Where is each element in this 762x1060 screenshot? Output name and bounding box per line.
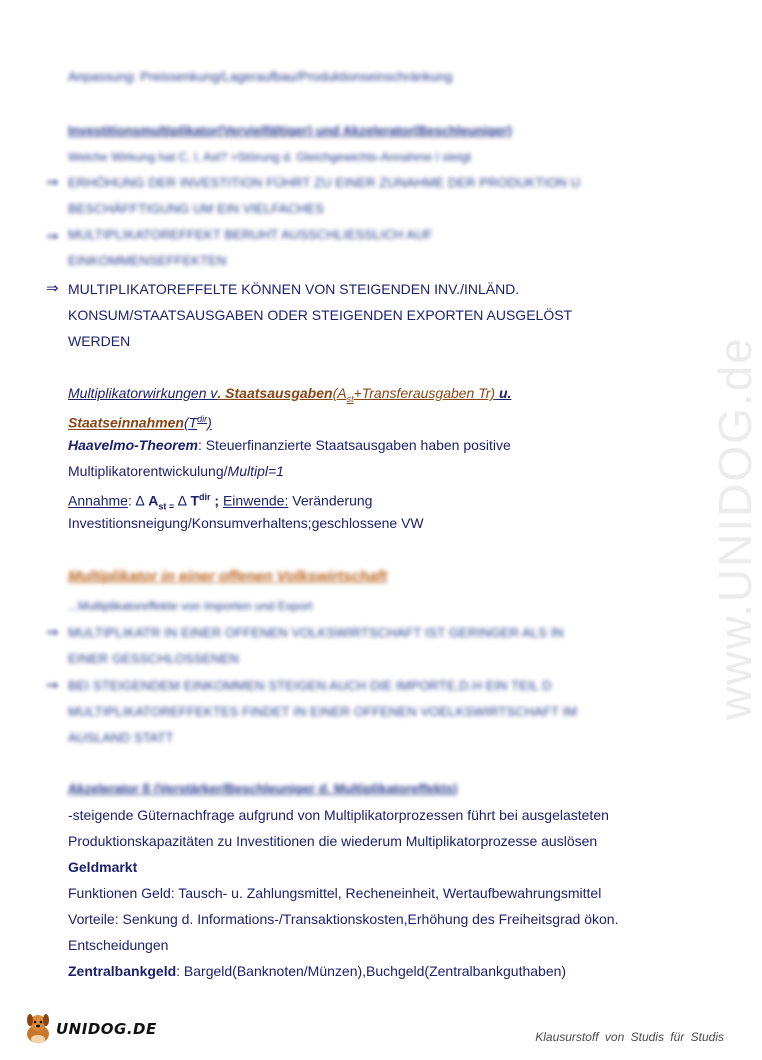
annahme-colon: :	[127, 492, 136, 509]
bullet-1-line-1: ERHÖHUNG DER INVESTITION FÜHRT ZU EINER ZUNAHME DER PRODUKTION U	[68, 175, 581, 190]
title-part: )	[207, 414, 212, 431]
bullet-2-line-2: EINKOMMENSEFFEKTEN	[68, 253, 227, 268]
multiplier-last-line: Investitionsneigung/Konsumverhaltens;geschlossene VW	[68, 515, 424, 531]
title-part: u.	[495, 385, 512, 401]
geldmarkt-line-2: Vorteile: Senkung d. Informations-/Transaktionskosten,Erhöhung des Freiheitsgrad ökon.	[68, 911, 619, 927]
top-line: Anpassung: Preissenkung/Lageraufbau/Produktionseinschränkung	[68, 69, 453, 84]
bullet-5-line-3: WERDEN	[68, 333, 131, 349]
t-dir: T	[190, 492, 199, 509]
bullet-5-line-1: MULTIPLIKATOREFFELTE KÖNNEN VON STEIGENDEN INV./INLÄND.	[68, 281, 520, 297]
geldmarkt-line-3: Entscheidungen	[68, 937, 169, 953]
bullet-4-line-2: MULTIPLIKATOREFFEKTES FINDET IN EINER OFFENEN VOELKSWIRTSCHAFT IM	[68, 704, 578, 719]
bullet-4-line-1: BEI STEIGENDEM EINKOMMEN STEIGEN AUCH DIE IMPORTE,D.H EIN TEIL D	[68, 678, 552, 693]
annahme-label: Annahme	[68, 492, 128, 509]
zentralbankgeld-line	[68, 962, 566, 980]
watermark: www.UNIDOG.de	[709, 336, 761, 720]
bullet-3-line-1: MULTIPLIKATR IN EINER OFFENEN VOLKSWIRTSCHAFT IST GERINGER ALS IN	[68, 625, 564, 640]
dog-icon	[22, 1012, 54, 1046]
arrow-icon: ⇒	[46, 677, 59, 694]
einwende-text: Veränderung	[288, 492, 373, 509]
accelerator-line-2: Produktionskapazitäten zu Investitionen die wiederum Multiplikatorprozesse auslösen	[68, 833, 598, 849]
title-part: +Transferausgaben Tr)	[353, 385, 496, 401]
arrow-icon: ⇒	[46, 174, 59, 191]
haavelmo-text: : Steuerfinanzierte Staatsausgaben haben positive	[197, 437, 511, 453]
bullet-3-line-2: EINER GESSCHLOSSENEN	[68, 651, 240, 666]
haavelmo-formula: Multipl=1	[227, 463, 284, 479]
heading-accelerator: Akzelerator ß (Verstärker/Beschleuniger d. Multiplikatoreffekts)	[68, 781, 458, 796]
geldmarkt-line-1: Funktionen Geld: Tausch- u. Zahlungsmittel, Recheneinheit, Wertaufbewahrungsmittel	[68, 885, 602, 901]
semicolon: ;	[210, 492, 223, 509]
arrow-icon: ⇒	[46, 280, 59, 297]
t-dir-superscript: dir	[199, 492, 211, 502]
einwende-label: Einwende:	[222, 492, 289, 509]
zentralbankgeld-text: : Bargeld(Banknoten/Münzen),Buchgeld(Zentralbankguthaben)	[176, 963, 567, 979]
annahme-line	[68, 488, 372, 515]
multiplier-effects-title	[68, 384, 511, 408]
title-superscript: dir	[197, 414, 208, 424]
multiplier-effects-title-2	[68, 410, 212, 432]
unidog-logo[interactable]	[22, 1012, 157, 1046]
haavelmo-line-2	[68, 462, 284, 480]
bullet-1-line-2: BESCHÄFFTIGUNG UM EIN VIELFACHES	[68, 201, 325, 216]
heading-investment-multiplier: Investitionsmultiplikator(Vervielfältiger) und Akzelerator(Beschleuniger)	[68, 123, 512, 138]
title-part: (T	[183, 414, 198, 431]
title-part: . Staatsausgaben	[217, 385, 333, 401]
arrow-icon: ⇒	[46, 624, 59, 641]
zentralbankgeld-label: Zentralbankgeld	[68, 963, 177, 979]
heading-open-economy: Multiplikator in einer offenen Volkswirtschaft	[68, 568, 388, 585]
logo-text: UNIDOG.DE	[56, 1020, 157, 1038]
arrow-icon: ⇒	[46, 228, 59, 245]
haavelmo-line	[68, 436, 511, 454]
heading-open-economy-sub: ...Multiplikatoreffekte von Importen und Export	[68, 599, 313, 613]
bullet-2-line-1: MULTIPLIKATOREFFEKT BERUHT AUSSCHLIESSLICH AUF	[68, 227, 433, 242]
a-st-subscript: st =	[158, 501, 175, 512]
haavelmo-label: Haavelmo-Theorem	[68, 437, 198, 453]
title-part: Multiplikatorwirkungen v	[68, 385, 218, 401]
bullet-5-line-2: KONSUM/STAATSAUSGABEN ODER STEIGENDEN EXPORTEN AUSGELÖST	[68, 307, 573, 323]
accelerator-line-1: -steigende Güternachfrage aufgrund von Multiplikatorprozessen führt bei ausgelasteten	[68, 807, 609, 823]
title-subscript: st	[346, 393, 354, 404]
haavelmo-text-2: Multiplikatorentwickulung/	[68, 463, 228, 479]
heading-investment-multiplier-sub: Welche Wirkung hat C, I, Ast? >Störung d. Gleichgewichts-Annahme I steigt	[68, 150, 471, 164]
delta-symbol: ∆	[174, 492, 191, 509]
geldmarkt-heading: Geldmarkt	[68, 859, 138, 875]
footer-tagline: Klausurstoff von Studis für Studis	[535, 1030, 724, 1044]
delta-symbol: ∆	[135, 492, 149, 509]
title-part: (A	[332, 385, 347, 401]
a-st: A	[148, 492, 159, 509]
title-part: Staatseinnahmen	[68, 414, 184, 431]
bullet-4-line-3: AUSLAND STATT	[68, 730, 174, 745]
